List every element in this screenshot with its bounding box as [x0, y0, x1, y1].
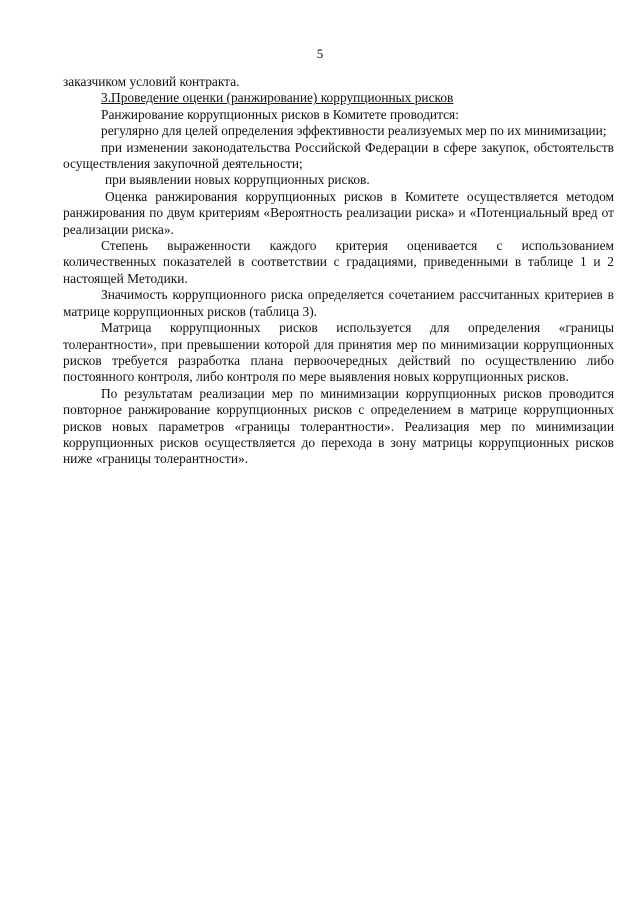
paragraph-criteria-degree: Степень выраженности каждого критерия оценивается с использованием количественных показателей в соответствии с градациями, приведенными в таблице 1 и 2 настоящей Методики. [63, 238, 614, 286]
document-body [63, 74, 614, 468]
page-number: 5 [316, 46, 324, 61]
paragraph-risk-significance: Значимость коррупционного риска определяется сочетанием рассчитанных критериев в матрице коррупционных рисков (таблица 3). [63, 287, 614, 319]
paragraph-continuation: заказчиком условий контракта. [63, 74, 240, 89]
paragraph-risk-matrix: Матрица коррупционных рисков используется для определения «границы толерантности», при превышении которой для принятия мер по минимизации коррупционных рисков требуется разработка плана первоочередных действий по осуществлению либо постоянного контроля, либо контроля по мере выявления новых коррупционных рисков. [63, 320, 614, 385]
section-heading [63, 90, 614, 106]
section-heading-text: 3.Проведение оценки (ранжирование) коррупционных рисков [101, 90, 454, 106]
paragraph-new-risks: при выявлении новых коррупционных рисков. [105, 172, 370, 188]
paragraph-legislation-change: при изменении законодательства Российской Федерации в сфере закупок, обстоятельств осуществления закупочной деятельности; [63, 139, 614, 172]
paragraph-ranking-intro: Ранжирование коррупционных рисков в Комитете проводится: [101, 106, 459, 122]
paragraph-ranking-method: Оценка ранжирования коррупционных рисков в Комитете осуществляется методом ранжирования по двум критериям «Вероятность реализации риска» и «Потенциальный вред от реализации риска». [63, 188, 614, 237]
paragraph-regularly: регулярно для целей определения эффективности реализуемых мер по их минимизации; [101, 123, 607, 139]
paragraph-re-ranking: По результатам реализации мер по минимизации коррупционных рисков проводится повторное ранжирование коррупционных рисков с определением в матрице коррупционных рисков новых параметров «границы толерантности». Реализация мер по минимизации коррупционных рисков осуществляется до перехода в зону матрицы коррупционных рисков ниже «границы толерантности». [63, 385, 614, 467]
